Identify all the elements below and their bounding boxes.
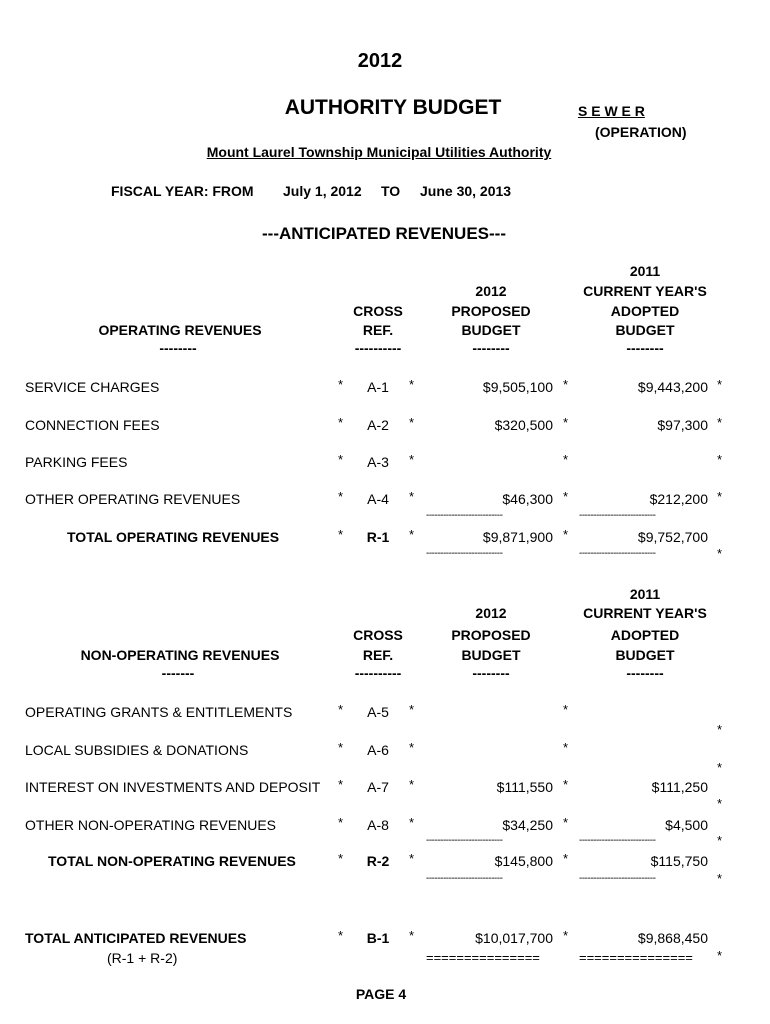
- separator-star: *: [409, 415, 415, 430]
- separator-star: *: [563, 415, 569, 430]
- row-proposed-value: $111,550: [496, 779, 553, 795]
- row-label: SERVICE CHARGES: [25, 379, 160, 395]
- col-rule: --------: [472, 665, 510, 681]
- col-proposed-label: PROPOSED: [451, 303, 531, 319]
- separator-star: *: [338, 702, 344, 717]
- row-adopted-value: $97,300: [657, 417, 708, 433]
- col-rule: -------: [161, 665, 195, 681]
- col-rule: --------: [159, 340, 197, 356]
- row-cross-ref: A-6: [367, 742, 389, 758]
- separator-star: *: [563, 815, 569, 830]
- separator-star: *: [338, 928, 344, 943]
- row-label: OTHER NON-OPERATING REVENUES: [25, 817, 276, 833]
- total-rule: ---------------------------: [579, 548, 656, 559]
- separator-star: *: [409, 777, 415, 792]
- separator-star: *: [717, 452, 723, 467]
- separator-star: *: [717, 546, 723, 561]
- budget-year: 2012: [357, 50, 403, 72]
- col-adopted-label: ADOPTED: [610, 303, 680, 319]
- separator-star: *: [717, 948, 723, 963]
- separator-star: *: [338, 851, 344, 866]
- col-proposed-budget: BUDGET: [461, 322, 521, 338]
- grand-total-proposed: $10,017,700: [475, 930, 553, 946]
- fiscal-year-to-label: TO: [381, 183, 401, 199]
- col-rule: ----------: [354, 340, 402, 356]
- total-rule: ---------------------------: [426, 873, 503, 884]
- col-cross-ref-2: REF.: [362, 322, 394, 338]
- total-cross-ref: R-2: [366, 853, 390, 869]
- row-label: CONNECTION FEES: [25, 417, 160, 433]
- row-proposed-value: $320,500: [494, 417, 553, 433]
- fiscal-year-label: FISCAL YEAR: FROM: [111, 183, 254, 199]
- separator-star: *: [338, 740, 344, 755]
- fiscal-year-to: June 30, 2013: [420, 183, 512, 199]
- col-adopted-label: ADOPTED: [610, 627, 680, 643]
- separator-star: *: [338, 415, 344, 430]
- separator-star: *: [338, 377, 344, 392]
- grand-total-cross-ref: B-1: [366, 930, 390, 946]
- row-cross-ref: A-7: [367, 779, 389, 795]
- col-cross-ref-2: REF.: [362, 647, 394, 663]
- separator-star: *: [409, 527, 415, 542]
- separator-star: *: [563, 702, 569, 717]
- separator-star: *: [409, 815, 415, 830]
- col-section-label: OPERATING REVENUES: [98, 322, 262, 338]
- separator-star: *: [409, 377, 415, 392]
- col-rule: --------: [626, 340, 664, 356]
- separator-star: *: [717, 415, 723, 430]
- row-cross-ref: A-4: [367, 491, 389, 507]
- separator-star: *: [563, 527, 569, 542]
- row-cross-ref: A-2: [367, 417, 389, 433]
- subtotal-rule: ---------------------------: [579, 835, 656, 846]
- total-label: TOTAL NON-OPERATING REVENUES: [48, 853, 296, 869]
- grand-total-double-rule: ===============: [579, 950, 693, 965]
- row-label: OTHER OPERATING REVENUES: [25, 491, 241, 507]
- separator-star: *: [563, 851, 569, 866]
- grand-total-formula: (R-1 + R-2): [107, 950, 178, 966]
- row-adopted-value: $212,200: [649, 491, 708, 507]
- row-cross-ref: A-3: [367, 454, 389, 470]
- col-rule: --------: [472, 340, 510, 356]
- col-section-label: NON-OPERATING REVENUES: [80, 647, 280, 663]
- col-rule: --------: [626, 665, 664, 681]
- separator-star: *: [717, 871, 723, 886]
- separator-star: *: [717, 796, 723, 811]
- separator-star: *: [409, 740, 415, 755]
- section-title: ---ANTICIPATED REVENUES---: [262, 224, 506, 243]
- col-proposed-year: 2012: [475, 605, 507, 621]
- row-proposed-value: $9,505,100: [482, 379, 553, 395]
- separator-star: *: [409, 928, 415, 943]
- subtotal-rule: ---------------------------: [426, 835, 503, 846]
- subtotal-rule: ---------------------------: [426, 510, 503, 521]
- page-number: PAGE 4: [355, 986, 407, 1002]
- separator-star: *: [409, 489, 415, 504]
- total-label: TOTAL OPERATING REVENUES: [67, 529, 280, 545]
- col-cross-ref-1: CROSS: [353, 627, 403, 643]
- col-adopted-year: 2011: [629, 586, 661, 602]
- separator-star: *: [717, 489, 723, 504]
- grand-total-adopted: $9,868,450: [637, 930, 708, 946]
- separator-star: *: [717, 722, 723, 737]
- separator-star: *: [717, 760, 723, 775]
- col-cross-ref-1: CROSS: [353, 303, 403, 319]
- row-label: LOCAL SUBSIDIES & DONATIONS: [25, 742, 249, 758]
- separator-star: *: [563, 489, 569, 504]
- separator-star: *: [717, 377, 723, 392]
- total-adopted-value: $9,752,700: [637, 529, 708, 545]
- authority-name: Mount Laurel Township Municipal Utilities Authority: [206, 144, 552, 160]
- col-adopted-budget: BUDGET: [615, 322, 675, 338]
- separator-star: *: [409, 702, 415, 717]
- page-title: AUTHORITY BUDGET: [284, 96, 502, 119]
- separator-star: *: [409, 452, 415, 467]
- separator-star: *: [563, 740, 569, 755]
- fund-name: S E W E R: [578, 103, 645, 119]
- col-adopted-budget: BUDGET: [615, 647, 675, 663]
- separator-star: *: [563, 928, 569, 943]
- grand-total-double-rule: ===============: [426, 950, 540, 965]
- row-proposed-value: $46,300: [502, 491, 553, 507]
- separator-star: *: [338, 452, 344, 467]
- subtotal-rule: ---------------------------: [579, 510, 656, 521]
- row-cross-ref: A-5: [367, 704, 389, 720]
- separator-star: *: [338, 815, 344, 830]
- separator-star: *: [717, 833, 723, 848]
- total-cross-ref: R-1: [366, 529, 390, 545]
- col-proposed-label: PROPOSED: [451, 627, 531, 643]
- fund-subtitle: (OPERATION): [595, 124, 687, 140]
- fiscal-year-from: July 1, 2012: [283, 183, 362, 199]
- separator-star: *: [563, 452, 569, 467]
- total-adopted-value: $115,750: [650, 853, 708, 869]
- col-proposed-year: 2012: [475, 283, 507, 299]
- separator-star: *: [338, 777, 344, 792]
- row-adopted-value: $9,443,200: [637, 379, 708, 395]
- row-adopted-value: $111,250: [651, 779, 708, 795]
- col-proposed-budget: BUDGET: [461, 647, 521, 663]
- row-cross-ref: A-1: [367, 379, 389, 395]
- row-label: OPERATING GRANTS & ENTITLEMENTS: [25, 704, 293, 720]
- grand-total-label: TOTAL ANTICIPATED REVENUES: [25, 930, 247, 946]
- separator-star: *: [409, 851, 415, 866]
- row-label: INTEREST ON INVESTMENTS AND DEPOSIT: [25, 779, 321, 795]
- separator-star: *: [563, 777, 569, 792]
- col-adopted-current: CURRENT YEAR'S: [583, 283, 707, 299]
- separator-star: *: [338, 489, 344, 504]
- total-proposed-value: $145,800: [494, 853, 553, 869]
- total-proposed-value: $9,871,900: [482, 529, 553, 545]
- col-adopted-current: CURRENT YEAR'S: [583, 605, 707, 621]
- separator-star: *: [563, 377, 569, 392]
- row-label: PARKING FEES: [25, 454, 128, 470]
- col-adopted-year: 2011: [629, 263, 661, 279]
- total-rule: ---------------------------: [426, 548, 503, 559]
- row-cross-ref: A-8: [367, 817, 389, 833]
- row-adopted-value: $4,500: [665, 817, 708, 833]
- row-proposed-value: $34,250: [502, 817, 553, 833]
- col-rule: ----------: [354, 665, 402, 681]
- separator-star: *: [338, 527, 344, 542]
- total-rule: ---------------------------: [579, 873, 656, 884]
